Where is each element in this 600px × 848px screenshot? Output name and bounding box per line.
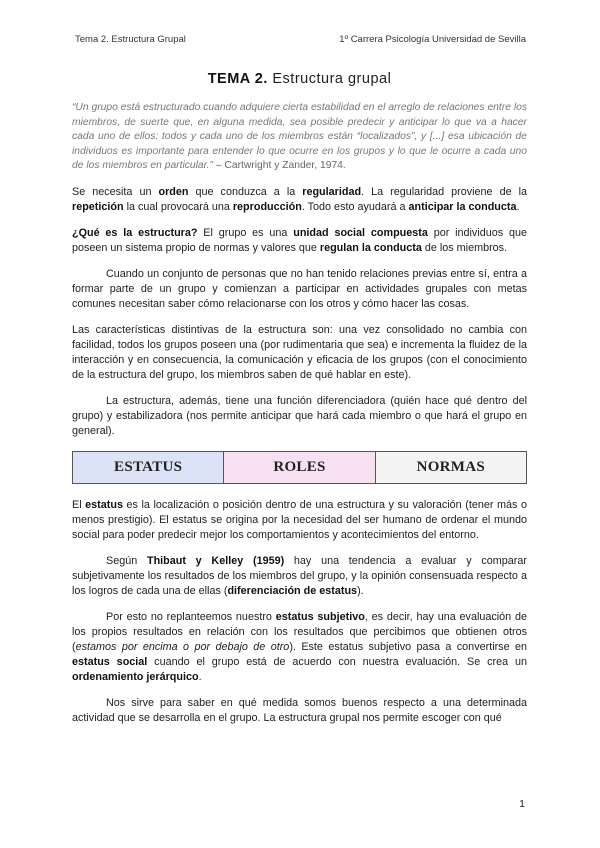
page-header-right: 1º Carrera Psicología Universidad de Sevilla xyxy=(339,34,526,45)
concepts-table xyxy=(72,451,527,484)
paragraph-estatus: El estatus es la localización o posición dentro de una estructura y su valoración (tener más o menos prestigio). El estatus se origina por la necesidad del ser humano de ordenar el mundo social para poder predecir mejor los comportamientos y acontecimientos del entorno. xyxy=(72,498,527,541)
estatus-cell: ESTATUS xyxy=(73,452,224,483)
page-number: 1 xyxy=(519,798,525,810)
quote-text: “Un grupo está estructurado cuando adquiere cierta estabilidad en el arreglo de relaciones entre los miembros, de suerte que, en alguna medida, sea posible predecir y anticipar lo que va a hacer cada uno de ellos: todos y cada uno de los miembros están “localizados”, y [...] esa ubicación de individuos es importante para entender lo que ocurre en los grupos y lo que le ocurre a cada uno de los miembros en particular.” xyxy=(72,102,527,172)
paragraph-nos-sirve: Nos sirve para saber en qué medida somos buenos respecto a una determinada actividad que se desarrolla en el grupo. La estructura grupal nos permite escoger con qué xyxy=(72,696,527,724)
quote-paragraph xyxy=(72,101,527,174)
paragraph-estatus-subjetivo: Por esto no replanteemos nuestro estatus subjetivo, es decir, hay una evaluación de los propios resultados en relación con los resultados que percibimos que obtienen otros (estamos por encima o por debajo de otro). Este estatus subjetivo pasa a convertirse en estatus social cuando el grupo está de acuerdo con nuestra evaluación. Se crea un ordenamiento jerárquico. xyxy=(72,610,527,683)
page-header-left: Tema 2. Estructura Grupal xyxy=(75,34,186,45)
paragraph-orden: Se necesita un orden que conduzca a la regularidad. La regularidad proviene de la repetición la cual provocará una reproducción. Todo esto ayudará a anticipar la conducta. xyxy=(72,185,528,213)
page-title xyxy=(72,71,527,87)
paragraph-que-es-estructura: ¿Qué es la estructura? El grupo es una unidad social compuesta por individuos que poseen un sistema propio de normas y valores que regulan la conducta de los miembros. xyxy=(72,226,527,254)
paragraph-caracteristicas: Las características distintivas de la estructura son: una vez consolidado no cambia con facilidad, todos los grupos poseen una (por rudimentaria que sea) e incrementa la fluidez de la interacción y en consecuencia, la comunicación y eficacia de los grupos (con el conocimiento de la estructura del grupo, los miembros saben de qué hablar en este). xyxy=(72,323,527,381)
normas-cell: NORMAS xyxy=(376,452,526,483)
paragraph-funcion: La estructura, además, tiene una función diferenciadora (quién hace qué dentro del grupo) y estabilizadora (nos permite anticipar que hará cada miembro o que hará el grupo en general). xyxy=(72,394,527,437)
quote-author: – Cartwright y Zander, 1974. xyxy=(212,160,346,172)
title-rest: Estructura grupal xyxy=(267,71,392,87)
paragraph-thibaut-kelley: Según Thibaut y Kelley (1959) hay una tendencia a evaluar y comparar subjetivamente los resultados de los miembros del grupo, y la opinión consensuada respecto a los logros de cada una de ellas (diferenciación de estatus). xyxy=(72,554,527,597)
roles-cell: ROLES xyxy=(224,452,375,483)
document-body xyxy=(72,71,527,726)
title-bold: TEMA 2. xyxy=(207,71,268,87)
paragraph-conjunto-personas: Cuando un conjunto de personas que no han tenido relaciones previas entre sí, entra a formar parte de un grupo y comienzan a participar en actividades grupales con metas comunes necesitan saber cómo relacionarse con los otros y cómo hacer las cosas. xyxy=(72,267,527,310)
